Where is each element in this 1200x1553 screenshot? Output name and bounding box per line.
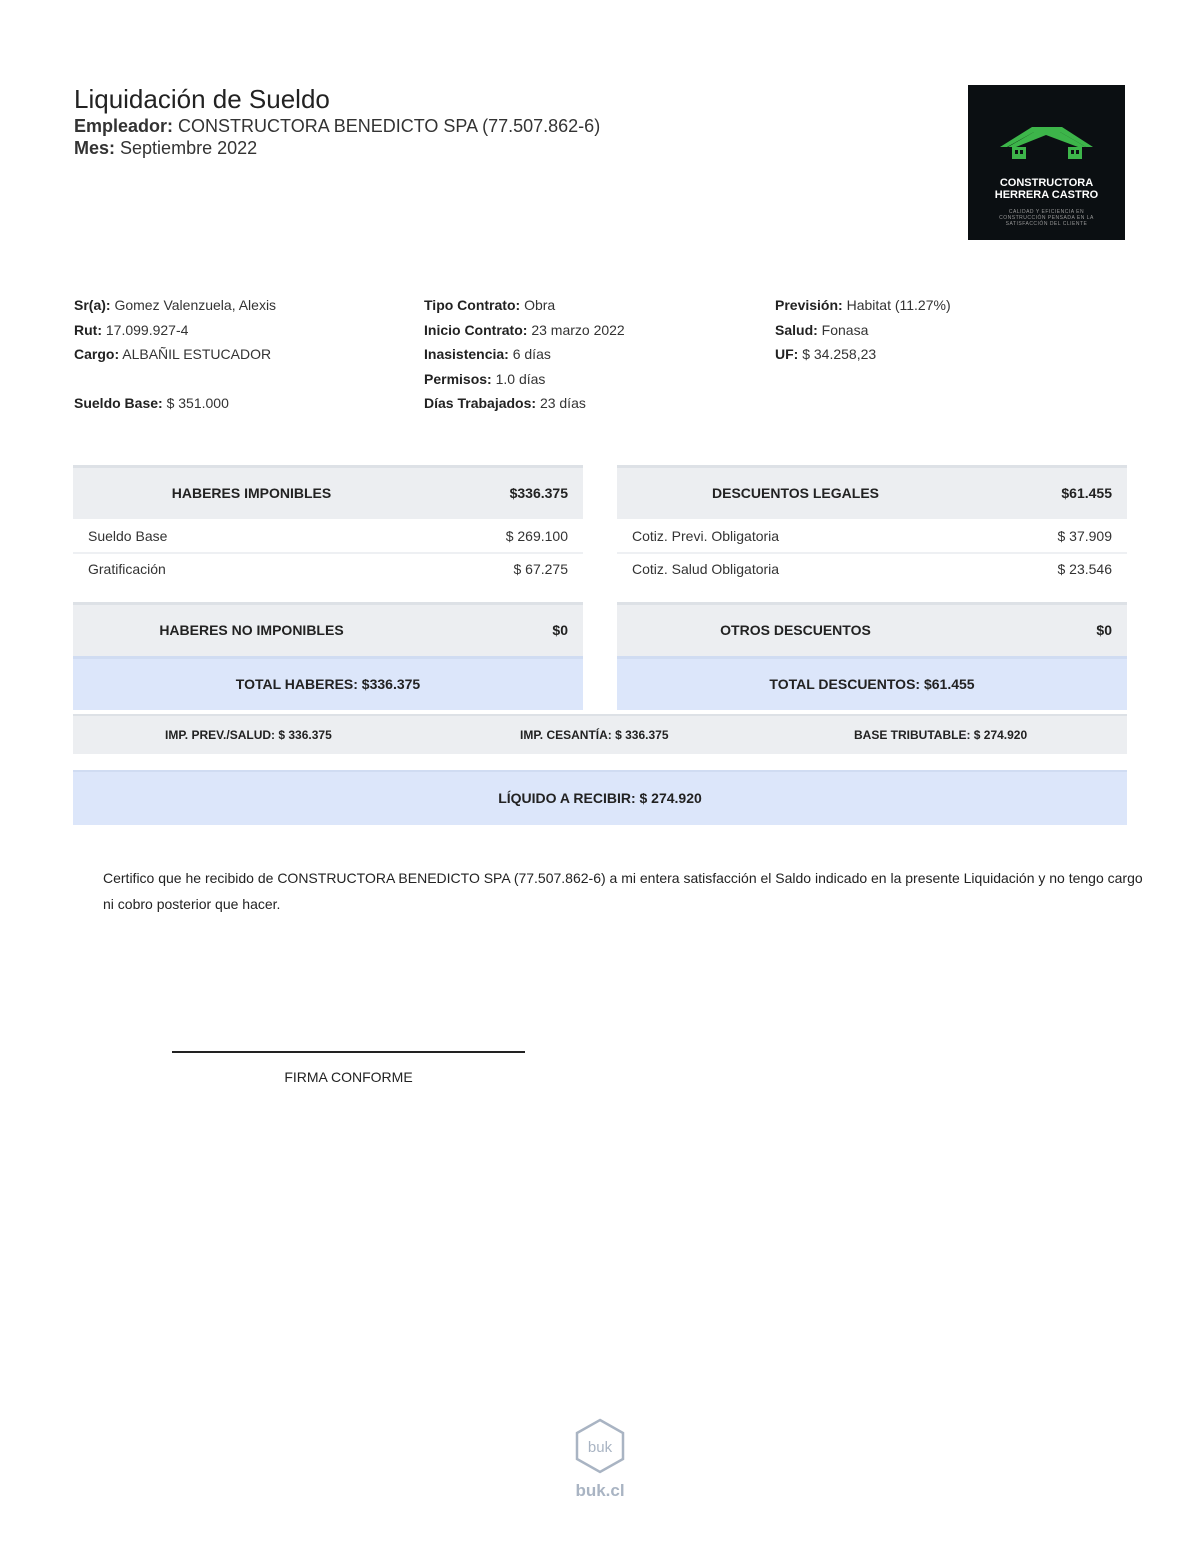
total-descuentos: TOTAL DESCUENTOS: $61.455 — [617, 656, 1127, 710]
liquido-a-recibir: LÍQUIDO A RECIBIR: $ 274.920 — [73, 770, 1127, 825]
employer-value: CONSTRUCTORA BENEDICTO SPA (77.507.862-6) — [178, 116, 601, 136]
certification-text: Certifico que he recibido de CONSTRUCTORA BENEDICTO SPA (77.507.862-6) a mi entera satisfacción el Saldo indicado en la presente Liquidación y no tengo cargo ni cobro posterior que hacer. — [103, 870, 1143, 912]
svg-text:buk: buk — [587, 1439, 613, 1456]
base-tributable: BASE TRIBUTABLE: $ 274.920 — [854, 728, 1028, 742]
footer-site: buk.cl — [575, 1481, 625, 1500]
month-label: Mes: — [74, 138, 116, 158]
table-row: Cotiz. Previ. Obligatoria $ 37.909 — [617, 521, 1127, 554]
employer-label: Empleador: — [74, 116, 174, 136]
employer-line — [74, 116, 600, 137]
employee-info-col3: Previsión: Habitat (11.27%) Salud: Fonasa UF: $ 34.258,23 — [775, 297, 951, 363]
logo-company-name: CONSTRUCTORA HERRERA CASTRO — [994, 177, 1099, 201]
month-line — [74, 138, 257, 159]
buk-hexagon-icon — [574, 1418, 626, 1474]
haberes-table — [73, 465, 583, 710]
company-logo — [968, 85, 1125, 240]
table-row: Cotiz. Salud Obligatoria $ 23.546 — [632, 561, 1112, 577]
page-title: Liquidación de Sueldo — [74, 84, 330, 114]
haberes-imponibles-header: HABERES IMPONIBLES $336.375 — [73, 465, 583, 519]
table-row: Gratificación $ 67.275 — [88, 561, 568, 577]
imp-prev-salud: IMP. PREV./SALUD: $ 336.375 — [165, 728, 332, 742]
imponibles-summary — [73, 714, 1127, 754]
imp-cesantia: IMP. CESANTÍA: $ 336.375 — [520, 728, 669, 742]
table-row: Sueldo Base $ 269.100 — [73, 521, 583, 554]
signature-line — [172, 1051, 525, 1053]
signature-label: FIRMA CONFORME — [284, 1069, 413, 1085]
descuentos-table — [617, 465, 1127, 710]
footer-logo — [560, 1418, 640, 1501]
employee-info-col1: Sr(a): Gomez Valenzuela, Alexis Rut: 17.099.927-4 Cargo: ALBAÑIL ESTUCADOR Sueldo Base: $ 351.000 — [74, 297, 277, 412]
otros-descuentos-header: OTROS DESCUENTOS $0 — [617, 602, 1127, 656]
month-value: Septiembre 2022 — [120, 138, 258, 158]
house-roof-icon — [998, 123, 1095, 173]
employee-info-col2: Tipo Contrato: Obra Inicio Contrato: 23 marzo 2022 Inasistencia: 6 días Permisos: 1.0 días Días Trabajados: 23 días — [424, 297, 625, 412]
total-haberes: TOTAL HABERES: $336.375 — [73, 656, 583, 710]
descuentos-legales-header: DESCUENTOS LEGALES $61.455 — [617, 465, 1127, 519]
haberes-no-imponibles-header: HABERES NO IMPONIBLES $0 — [73, 602, 583, 656]
logo-tagline: CALIDAD Y EFICIENCIA EN CONSTRUCCIÓN PENSADA EN LA SATISFACCIÓN DEL CLIENTE — [999, 209, 1094, 227]
